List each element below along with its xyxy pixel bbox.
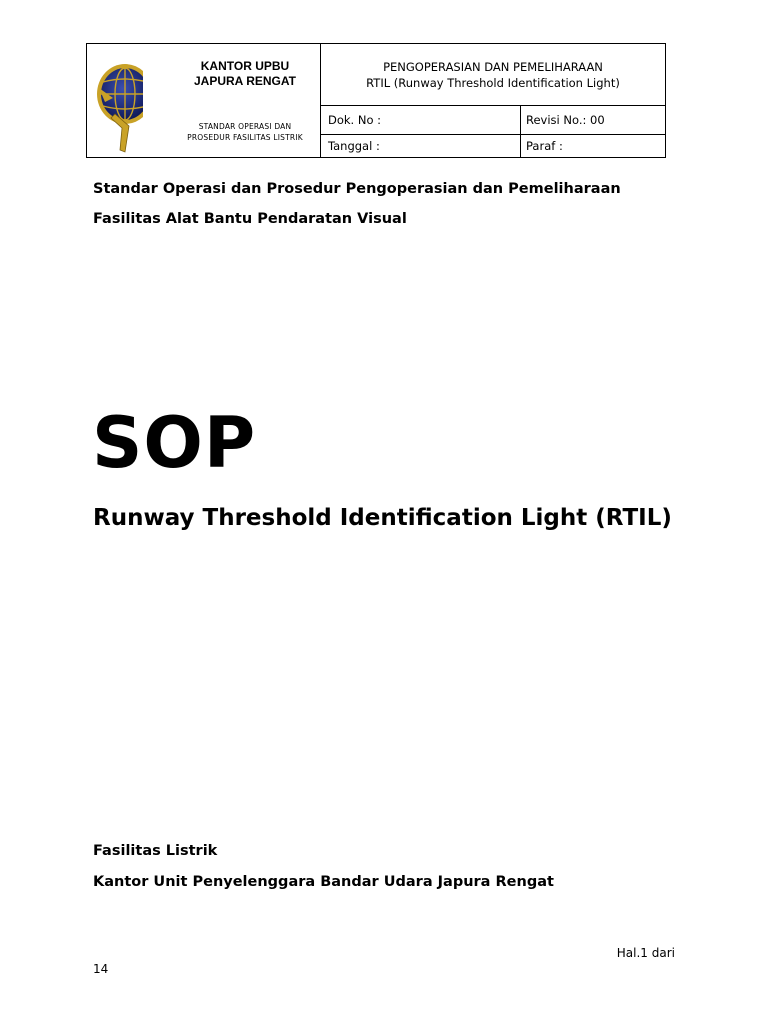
footer-block (93, 836, 693, 898)
document-subtitle (93, 174, 693, 234)
date-field: Tanggal : (321, 135, 521, 157)
header-logo-cell (87, 44, 321, 157)
subtitle-line1: Standar Operasi dan Prosedur Pengoperasian dan Pemeliharaan (93, 181, 621, 197)
office-subtitle-line2: PROSEDUR FASILITAS LISTRIK (187, 133, 303, 142)
office-name-line2: JAPURA RENGAT (193, 74, 296, 88)
aviation-emblem-icon (95, 54, 143, 154)
doc-number-field: Dok. No : (321, 106, 521, 134)
office-subtitle (171, 121, 319, 143)
office-name-line1: KANTOR UPBU (200, 59, 290, 73)
revision-field: Revisi No.: 00 (526, 113, 605, 127)
header-row-date (321, 135, 665, 157)
header-title-line1: PENGOPERASIAN DAN PEMELIHARAAN (383, 60, 603, 74)
office-name (179, 59, 311, 89)
subtitle-line2: Fasilitas Alat Bantu Pendaratan Visual (93, 211, 407, 227)
page-total: 14 (93, 962, 109, 976)
header-title-cell (321, 44, 665, 106)
page-number-label: Hal.1 dari (616, 946, 675, 960)
document-header-table (86, 43, 666, 158)
footer-line1: Fasilitas Listrik (93, 843, 218, 859)
header-title-line2: RTIL (Runway Threshold Identification Light) (366, 76, 620, 90)
paraf-field: Paraf : (526, 139, 563, 153)
footer-line2: Kantor Unit Penyelenggara Bandar Udara Japura Rengat (93, 874, 554, 890)
office-subtitle-line1: STANDAR OPERASI DAN (198, 122, 292, 131)
document-title: Runway Threshold Identification Light (RTIL) (93, 505, 672, 531)
header-row-doc (321, 106, 665, 135)
sop-heading: SOP (92, 402, 257, 484)
